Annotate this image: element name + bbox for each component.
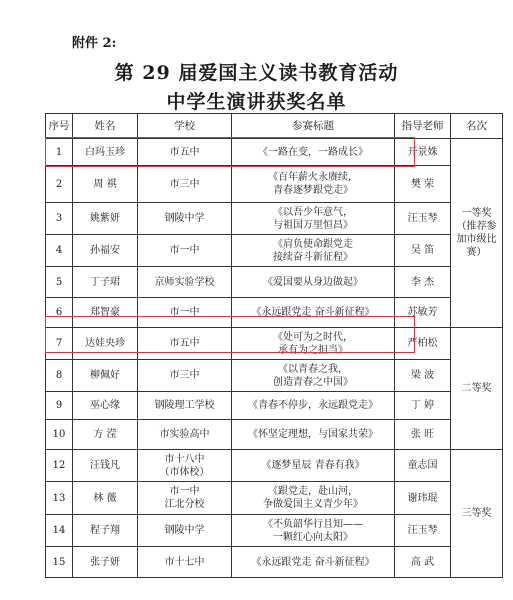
- row-topic: 《青春不停步，永远跟党走》: [232, 392, 395, 420]
- table-row: [46, 139, 503, 166]
- document-title: 第 29 届爱国主义读书教育活动: [114, 62, 399, 84]
- row-name: 达娃央珍: [73, 328, 138, 360]
- table-row: [46, 203, 503, 235]
- header-name: 姓名: [73, 114, 138, 139]
- row-no: 7: [46, 328, 73, 360]
- row-name: 张子妍: [73, 547, 138, 578]
- row-name: 林 薇: [73, 482, 138, 515]
- row-name: 丁子珺: [73, 267, 138, 298]
- row-no: 3: [46, 203, 73, 235]
- row-topic: 《百年薪火永赓续， 青春逐梦跟党走》: [232, 166, 395, 203]
- row-name: 郑智豪: [73, 298, 138, 328]
- row-teacher: 吴 笛: [395, 235, 451, 267]
- table-row: [46, 420, 503, 450]
- row-topic: 《永远跟党走 奋斗新征程》: [232, 547, 395, 578]
- row-topic: 《肩负使命跟党走 接续奋斗新征程》: [232, 235, 395, 267]
- table-row: [46, 328, 503, 360]
- row-school: 市五中: [138, 328, 232, 360]
- row-topic: 《永远跟党走 奋斗新征程》: [232, 298, 395, 328]
- row-topic: 《逐梦星辰 青春有我》: [232, 450, 395, 482]
- header-rank: 名次: [451, 114, 503, 139]
- table-row: [46, 392, 503, 420]
- row-no: 13: [46, 482, 73, 515]
- header-topic: 参赛标题: [232, 114, 395, 139]
- row-school: 钢陵中学: [138, 203, 232, 235]
- document-subtitle: 中学生演讲获奖名单: [166, 91, 347, 113]
- row-no: 6: [46, 298, 73, 328]
- award-first: 一等奖 （推荐参 加市级比 赛）: [451, 139, 503, 328]
- row-name: 程子翔: [73, 515, 138, 547]
- row-teacher: 开景姝: [395, 139, 451, 166]
- table-row: [46, 547, 503, 578]
- row-no: 8: [46, 360, 73, 392]
- table-row: [46, 166, 503, 203]
- award-table: [45, 113, 503, 578]
- header-no: 序号: [46, 114, 73, 139]
- row-no: 9: [46, 392, 73, 420]
- table-row: [46, 235, 503, 267]
- row-school: 市十七中: [138, 547, 232, 578]
- row-no: 2: [46, 166, 73, 203]
- row-teacher: 严柏松: [395, 328, 451, 360]
- row-school: 市五中: [138, 139, 232, 166]
- row-teacher: 梁 波: [395, 360, 451, 392]
- row-no: 1: [46, 139, 73, 166]
- row-no: 10: [46, 420, 73, 450]
- row-name: 姚紫妍: [73, 203, 138, 235]
- row-teacher: 汪玉琴: [395, 203, 451, 235]
- row-no: 14: [46, 515, 73, 547]
- row-name: 白玛玉珍: [73, 139, 138, 166]
- row-teacher: 丁 婷: [395, 392, 451, 420]
- row-teacher: 汪玉琴: [395, 515, 451, 547]
- table-row: [46, 267, 503, 298]
- table-row: [46, 360, 503, 392]
- row-school: 京师实验学校: [138, 267, 232, 298]
- row-topic: 《一路在变，一路成长》: [232, 139, 395, 166]
- row-topic: 《以青春之我， 创造青春之中国》: [232, 360, 395, 392]
- award-second: 二等奖: [451, 328, 503, 450]
- row-name: 方 滢: [73, 420, 138, 450]
- row-topic: 《怀坚定理想，与国家共荣》: [232, 420, 395, 450]
- row-topic: 《跟党走，赴山河， 争做爱国主义青少年》: [232, 482, 395, 515]
- table-header-row: [46, 114, 503, 139]
- row-teacher: 童志国: [395, 450, 451, 482]
- header-school: 学校: [138, 114, 232, 139]
- row-school: 钢陵理工学校: [138, 392, 232, 420]
- row-topic: 《不负韶华行且知—— 一颗红心向太阳》: [232, 515, 395, 547]
- row-school: 市一中 江北分校: [138, 482, 232, 515]
- row-teacher: 樊 荣: [395, 166, 451, 203]
- row-school: 市三中: [138, 360, 232, 392]
- row-school: 市一中: [138, 298, 232, 328]
- table-row: [46, 298, 503, 328]
- row-topic: 《处可为之时代， 承有为之担当》: [232, 328, 395, 360]
- row-teacher: 李 杰: [395, 267, 451, 298]
- row-no: 5: [46, 267, 73, 298]
- attachment-label: 附件 2:: [72, 36, 117, 51]
- row-teacher: 张 旺: [395, 420, 451, 450]
- award-third: 三等奖: [451, 450, 503, 578]
- row-teacher: 谢玮琨: [395, 482, 451, 515]
- row-name: 孙福安: [73, 235, 138, 267]
- row-teacher: 苏敏芳: [395, 298, 451, 328]
- row-teacher: 高 武: [395, 547, 451, 578]
- row-school: 钢陵中学: [138, 515, 232, 547]
- table-row: [46, 450, 503, 482]
- row-name: 柳佩好: [73, 360, 138, 392]
- row-school: 市实验高中: [138, 420, 232, 450]
- table-row: [46, 515, 503, 547]
- row-no: 15: [46, 547, 73, 578]
- row-name: 巫心缘: [73, 392, 138, 420]
- row-no: 12: [46, 450, 73, 482]
- row-no: 4: [46, 235, 73, 267]
- header-teacher: 指导老师: [395, 114, 451, 139]
- row-school: 市一中: [138, 235, 232, 267]
- row-school: 市十八中 （市体校）: [138, 450, 232, 482]
- row-topic: 《以吾少年意气， 与祖国万里恒昌》: [232, 203, 395, 235]
- table-row: [46, 482, 503, 515]
- row-topic: 《爱国要从身边做起》: [232, 267, 395, 298]
- row-school: 市三中: [138, 166, 232, 203]
- row-name: 汪钱凡: [73, 450, 138, 482]
- row-name: 周 祺: [73, 166, 138, 203]
